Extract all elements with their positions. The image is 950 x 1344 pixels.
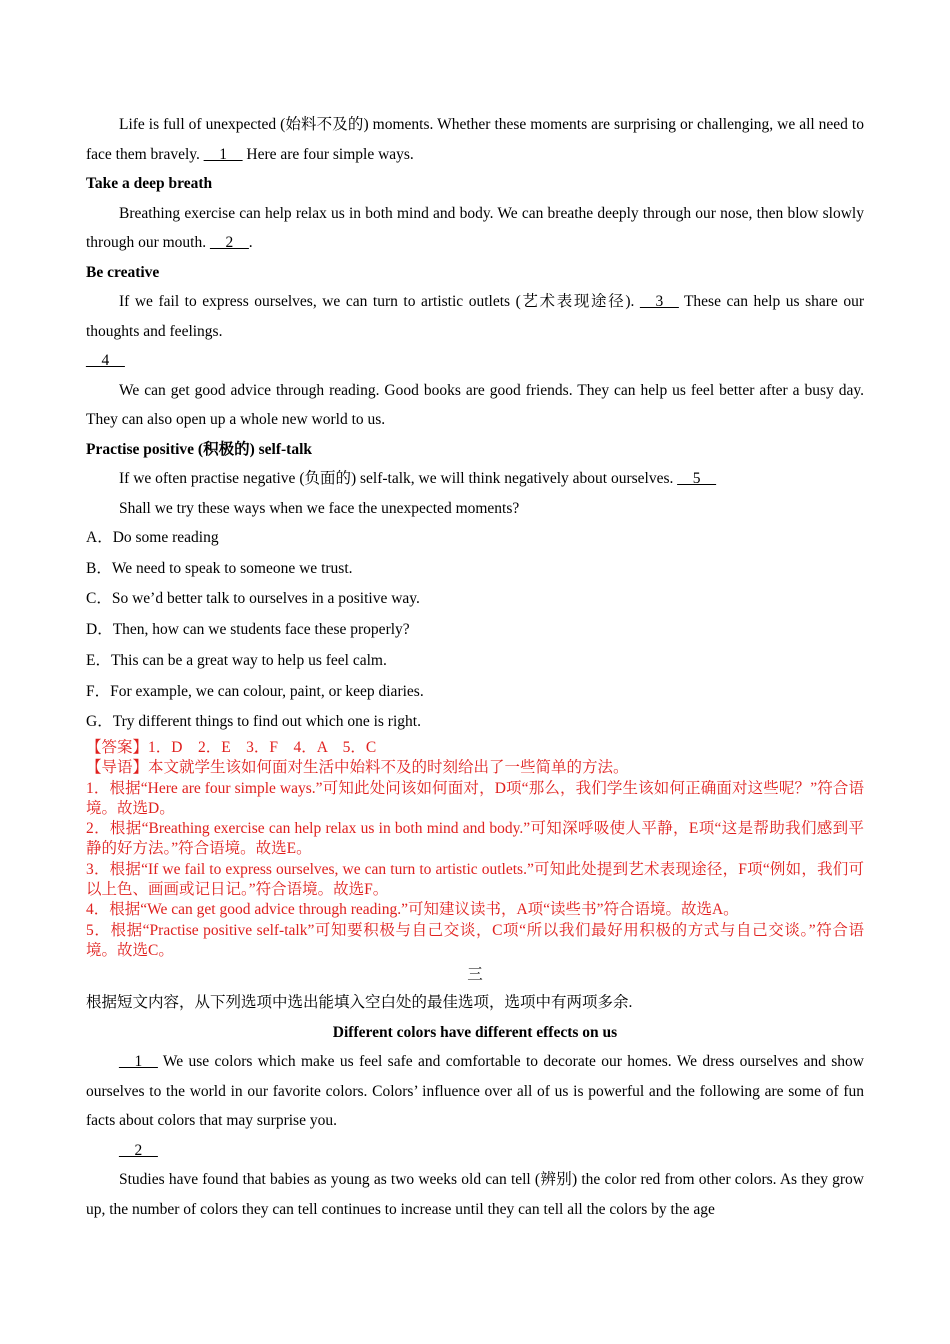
heading-deep-breath: Take a deep breath	[86, 175, 213, 192]
passage-title: Different colors have different effects on us	[332, 1023, 618, 1041]
paragraph-colors-intro: __1__ We use colors which make us feel safe and comfortable to decorate our homes. We dress ourselves and show ourselves to the world in our favorite colors. Colors’ influence over all of us is powerful and the following are some of fun facts about colors that may surprise you.	[86, 1053, 864, 1130]
answer-intro: 【导语】本文就学生该如何面对生活中始料不及的时刻给出了一些简单的方法。	[86, 759, 629, 777]
paragraph-closing-question: Shall we try these ways when we face the unexpected moments?	[119, 499, 520, 517]
document-page	[86, 110, 864, 1224]
heading-be-creative: Be creative	[86, 263, 160, 281]
option-f: F．For example, we can colour, paint, or keep diaries.	[86, 682, 424, 700]
answer-key: 【答案】1．D 2．E 3．F 4．A 5．C	[86, 738, 377, 756]
blank-1-colors[interactable]: __1__	[119, 1053, 158, 1071]
paragraph-breathing: Breathing exercise can help relax us in both mind and body. We can breathe deeply through our nose, then blow slowly through our mouth. __2__.	[86, 204, 864, 251]
paragraph-reading: We can get good advice through reading. Good books are good friends. They can help us feel better after a busy day. They can also open up a whole new world to us.	[86, 381, 864, 428]
option-a: A．Do some reading	[86, 529, 219, 546]
heading-positive-self-talk: Practise positive (积极的) self-talk	[86, 440, 312, 458]
option-c: C．So we’d better talk to ourselves in a positive way.	[86, 590, 420, 608]
answer-explanation-3: 3．根据“If we fail to express ourselves, we can turn to artistic outlets.”可知此处提到艺术表现途径，F项“例如，我们可以上色、画画或记日记。”符合语境。故选F。	[86, 860, 864, 898]
paragraph-self-talk: If we often practise negative (负面的) self-talk, we will think negatively about ourselves. __5__	[119, 470, 717, 487]
blank-5[interactable]: __5__	[677, 470, 717, 487]
option-b: B．We need to speak to someone we trust.	[86, 559, 353, 577]
answer-explanation-4: 4．根据“We can get good advice through reading.”可知建议读书，A项“读些书”符合语境。故选A。	[86, 901, 739, 919]
paragraph-intro: Life is full of unexpected (始料不及的) moments. Whether these moments are surprising or challenging, we all need to face them bravely. __1__ Here are four simple ways.	[86, 116, 864, 163]
blank-4[interactable]: __4__	[86, 352, 125, 369]
heading-blank-4	[86, 346, 864, 376]
blank-2-colors[interactable]: __2__	[119, 1141, 158, 1159]
paragraph-creative: If we fail to express ourselves, we can turn to artistic outlets (艺术表现途径). __3__ These can help us share our thoughts and feelings.	[86, 293, 864, 340]
section-number: 三	[467, 966, 483, 984]
paragraph-blank-2-colors	[86, 1136, 864, 1166]
option-e: E．This can be a great way to help us feel calm.	[86, 651, 387, 669]
paragraph-babies: Studies have found that babies as young as two weeks old can tell (辨别) the color red from other colors. As they grow up, the number of colors they can tell continues to increase until they can tell all the colors by the age	[86, 1171, 864, 1218]
option-g: G．Try different things to find out which one is right.	[86, 713, 421, 731]
answer-explanation-2: 2．根据“Breathing exercise can help relax us in both mind and body.”可知深呼吸使人平静，E项“这是帮助我们感到平静的好方法。”符合语境。故选E。	[86, 820, 864, 858]
answer-explanation-1: 1．根据“Here are four simple ways.”可知此处问该如何面对，D项“那么，我们学生该如何正确面对这些呢？”符合语境。故选D。	[86, 779, 864, 817]
blank-3[interactable]: __3__	[639, 293, 679, 310]
blank-2[interactable]: __2__	[210, 234, 249, 251]
option-d: D．Then, how can we students face these properly?	[86, 621, 410, 639]
blank-1[interactable]: __1__	[203, 145, 243, 163]
answer-explanation-5: 5．根据“Practise positive self-talk”可知要积极与自己交谈，C项“所以我们最好用积极的方式与自己交谈。”符合语境。故选C。	[86, 921, 864, 959]
section-instruction: 根据短文内容，从下列选项中选出能填入空白处的最佳选项，选项中有两项多余.	[86, 994, 633, 1012]
